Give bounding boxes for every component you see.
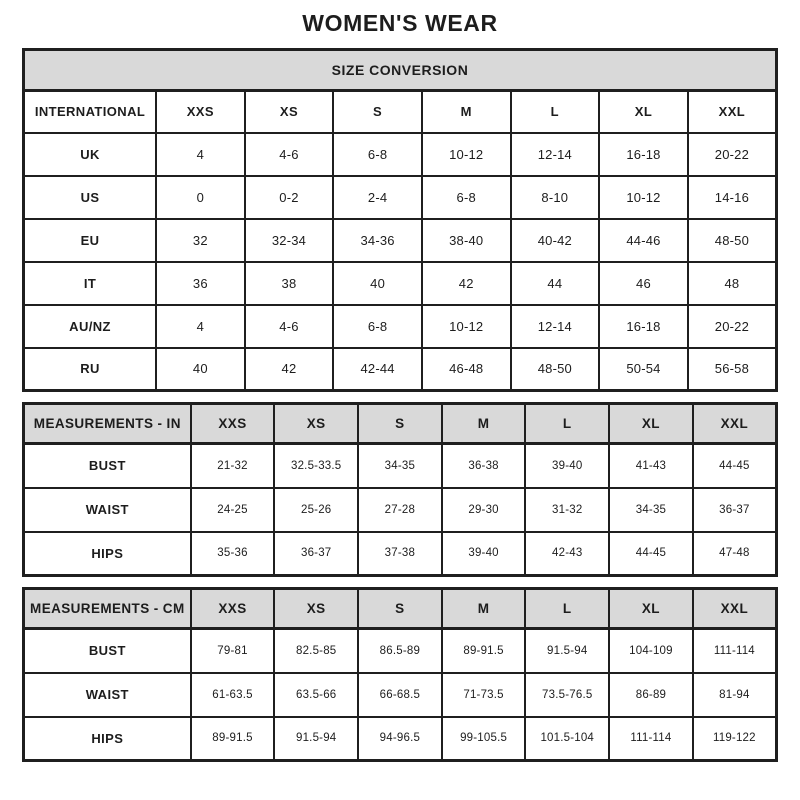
table-cell: 46-48 [422, 348, 511, 391]
table-cell: 16-18 [599, 133, 688, 176]
table-cell: 42-44 [333, 348, 422, 391]
column-header: XXL [693, 404, 777, 444]
table-cell: 38 [245, 262, 334, 305]
table-row [24, 176, 777, 219]
row-label: HIPS [24, 532, 191, 576]
table-cell: 21-32 [191, 444, 275, 488]
table-cell: 44-46 [599, 219, 688, 262]
row-label: US [24, 176, 157, 219]
table-cell: 36-38 [442, 444, 526, 488]
table-cell: 8-10 [511, 176, 600, 219]
table-cell: 20-22 [688, 305, 777, 348]
column-header: S [358, 404, 442, 444]
table-cell: 42 [245, 348, 334, 391]
table-cell: 44-45 [609, 532, 693, 576]
table-cell: 73.5-76.5 [525, 673, 609, 717]
column-header: XXS [156, 91, 245, 133]
page-title: WOMEN'S WEAR [302, 10, 498, 36]
table-cell: 42-43 [525, 532, 609, 576]
table-cell: 86-89 [609, 673, 693, 717]
column-header: XL [609, 589, 693, 629]
table-row [24, 219, 777, 262]
table-cell: 12-14 [511, 305, 600, 348]
row-label: WAIST [24, 673, 191, 717]
table-cell: 10-12 [599, 176, 688, 219]
table-cell: 44 [511, 262, 600, 305]
table-cell: 2-4 [333, 176, 422, 219]
column-header: M [422, 91, 511, 133]
table-cell: 63.5-66 [274, 673, 358, 717]
table-cell: 42 [422, 262, 511, 305]
table-cell: 38-40 [422, 219, 511, 262]
table-cell: 32-34 [245, 219, 334, 262]
table-cell: 34-35 [609, 488, 693, 532]
table-cell: 91.5-94 [525, 629, 609, 673]
table-cell: 79-81 [191, 629, 275, 673]
table-cell: 40 [156, 348, 245, 391]
table-row [24, 673, 777, 717]
row-label: BUST [24, 444, 191, 488]
table-row [24, 305, 777, 348]
table-row [24, 488, 777, 532]
measurements-in-table [22, 402, 778, 577]
table-cell: 25-26 [274, 488, 358, 532]
row-label: BUST [24, 629, 191, 673]
table-cell: 56-58 [688, 348, 777, 391]
column-header: INTERNATIONAL [24, 91, 157, 133]
table-cell: 40-42 [511, 219, 600, 262]
row-label: UK [24, 133, 157, 176]
row-label: HIPS [24, 717, 191, 761]
table-cell: 24-25 [191, 488, 275, 532]
table-cell: 44-45 [693, 444, 777, 488]
table-cell: 36 [156, 262, 245, 305]
table-cell: 86.5-89 [358, 629, 442, 673]
table-cell: 111-114 [609, 717, 693, 761]
table-cell: 81-94 [693, 673, 777, 717]
table-cell: 12-14 [511, 133, 600, 176]
table-cell: 14-16 [688, 176, 777, 219]
table-cell: 104-109 [609, 629, 693, 673]
table-cell: 82.5-85 [274, 629, 358, 673]
table-cell: 61-63.5 [191, 673, 275, 717]
table-cell: 4 [156, 133, 245, 176]
table-cell: 111-114 [693, 629, 777, 673]
column-header: XXL [693, 589, 777, 629]
table-cell: 101.5-104 [525, 717, 609, 761]
row-label: AU/NZ [24, 305, 157, 348]
column-header: S [358, 589, 442, 629]
column-header: XL [609, 404, 693, 444]
table-cell: 27-28 [358, 488, 442, 532]
table-row [24, 348, 777, 391]
column-header: XXS [191, 589, 275, 629]
table-cell: 48-50 [511, 348, 600, 391]
column-header: XXS [191, 404, 275, 444]
table-cell: 32 [156, 219, 245, 262]
table-cell: 36-37 [274, 532, 358, 576]
table-cell: 6-8 [333, 305, 422, 348]
table-cell: 10-12 [422, 133, 511, 176]
table-cell: 40 [333, 262, 422, 305]
table-cell: 31-32 [525, 488, 609, 532]
table-cell: 6-8 [422, 176, 511, 219]
column-header: XS [274, 404, 358, 444]
table-cell: 48 [688, 262, 777, 305]
table-cell: 34-36 [333, 219, 422, 262]
table-cell: 32.5-33.5 [274, 444, 358, 488]
table-cell: 39-40 [442, 532, 526, 576]
column-header-row [24, 589, 777, 629]
table-row [24, 133, 777, 176]
column-header: XS [274, 589, 358, 629]
measurements-cm-table [22, 587, 778, 762]
row-label: WAIST [24, 488, 191, 532]
table-cell: 35-36 [191, 532, 275, 576]
row-label: IT [24, 262, 157, 305]
table-cell: 36-37 [693, 488, 777, 532]
column-header: XL [599, 91, 688, 133]
column-header: L [525, 589, 609, 629]
table-banner-row [24, 50, 777, 91]
column-header-row [24, 91, 777, 133]
table-cell: 20-22 [688, 133, 777, 176]
table-row [24, 444, 777, 488]
table-row [24, 629, 777, 673]
column-header: L [525, 404, 609, 444]
size-conversion-table [22, 48, 778, 392]
table-cell: 6-8 [333, 133, 422, 176]
table-cell: 34-35 [358, 444, 442, 488]
table-banner: SIZE CONVERSION [24, 50, 777, 91]
column-header-row [24, 404, 777, 444]
column-header: XS [245, 91, 334, 133]
table-cell: 99-105.5 [442, 717, 526, 761]
table-cell: 4 [156, 305, 245, 348]
table-cell: 89-91.5 [442, 629, 526, 673]
column-header: XXL [688, 91, 777, 133]
table-row [24, 532, 777, 576]
column-header: M [442, 589, 526, 629]
table-cell: 16-18 [599, 305, 688, 348]
column-header: M [442, 404, 526, 444]
column-header: S [333, 91, 422, 133]
column-header: MEASUREMENTS - CM [24, 589, 191, 629]
table-cell: 0-2 [245, 176, 334, 219]
table-cell: 66-68.5 [358, 673, 442, 717]
column-header: MEASUREMENTS - IN [24, 404, 191, 444]
table-cell: 39-40 [525, 444, 609, 488]
table-cell: 4-6 [245, 133, 334, 176]
table-cell: 48-50 [688, 219, 777, 262]
row-label: RU [24, 348, 157, 391]
table-row [24, 717, 777, 761]
table-cell: 37-38 [358, 532, 442, 576]
table-cell: 46 [599, 262, 688, 305]
table-cell: 47-48 [693, 532, 777, 576]
table-cell: 41-43 [609, 444, 693, 488]
table-cell: 119-122 [693, 717, 777, 761]
table-cell: 10-12 [422, 305, 511, 348]
table-cell: 71-73.5 [442, 673, 526, 717]
table-cell: 91.5-94 [274, 717, 358, 761]
table-cell: 50-54 [599, 348, 688, 391]
table-cell: 4-6 [245, 305, 334, 348]
row-label: EU [24, 219, 157, 262]
table-cell: 89-91.5 [191, 717, 275, 761]
table-cell: 94-96.5 [358, 717, 442, 761]
table-cell: 29-30 [442, 488, 526, 532]
table-row [24, 262, 777, 305]
column-header: L [511, 91, 600, 133]
table-cell: 0 [156, 176, 245, 219]
